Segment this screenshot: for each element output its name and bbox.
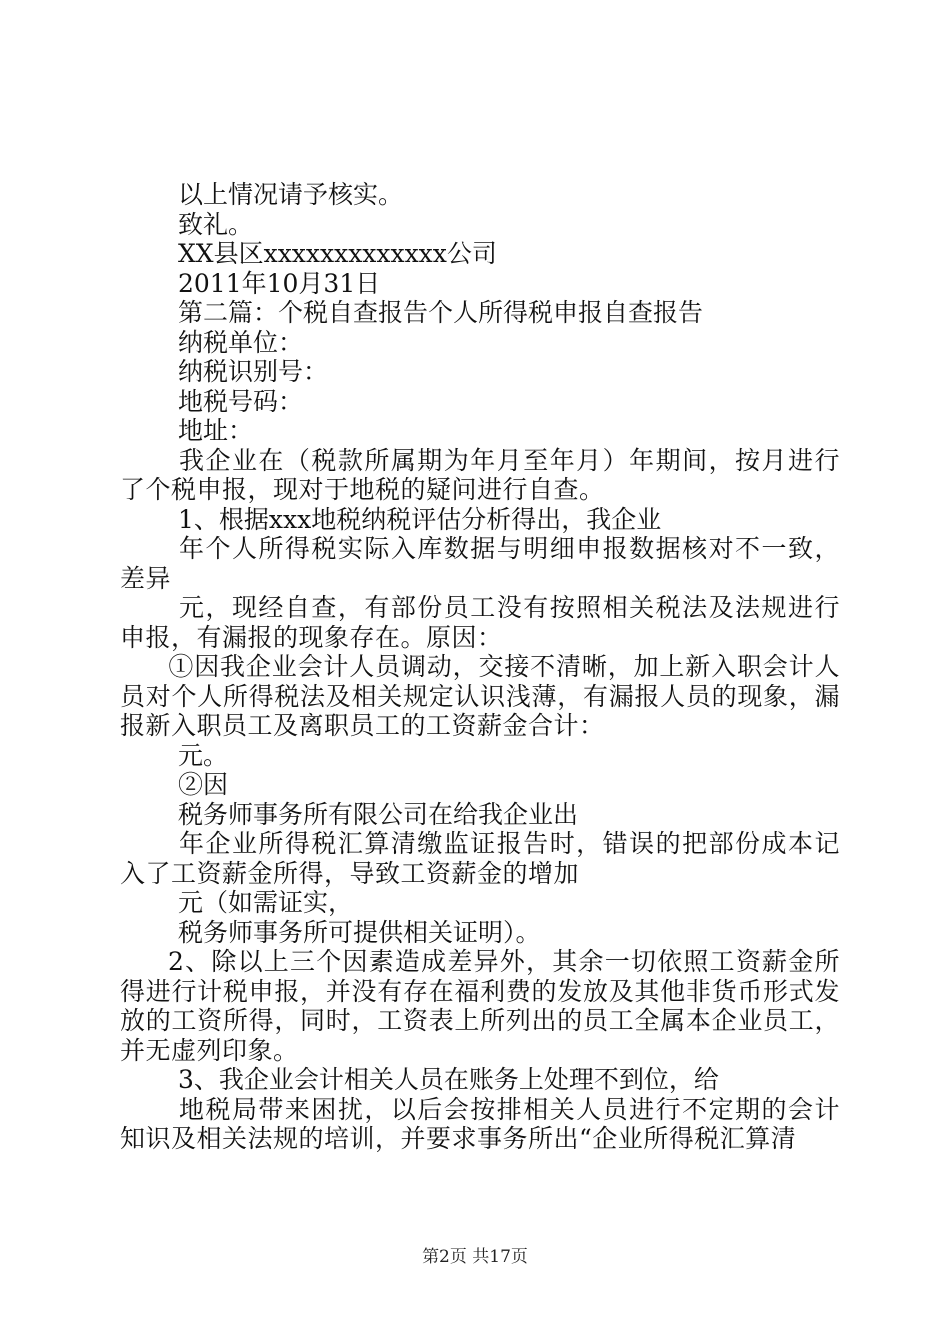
paragraph — [120, 534, 840, 593]
paragraph-text: 2、除以上三个因素造成差异外，其余一切依照工资薪金所得进行计税申报，并没有存在福利费的发放及其他非货币形式发放的工资所得，同时，工资表上所列出的员工全属本企业员工，并无虚列印象。 — [120, 947, 840, 1065]
paragraph-text: ①因我企业会计人员调动，交接不清晰，加上新入职会计人员对个人所得税法及相关规定认识浅薄，有漏报人员的现象，漏报新入职员工及离职员工的工资薪金合计： — [120, 652, 840, 740]
paragraph: 1、根据xxx地税纳税评估分析得出，我企业 — [178, 504, 662, 534]
page-number-footer: 第2页 共17页 — [422, 1247, 528, 1267]
date-line: 2011年10月31日 — [178, 268, 381, 298]
field-tax-id: 纳税识别号： — [178, 357, 329, 386]
paragraph-text: 年企业所得税汇算清缴监证报告时，错误的把部份成本记入了工资薪金所得，导致工资薪金的增加 — [120, 829, 840, 888]
paragraph-text: 我企业在（税款所属期为年月至年月）年期间，按月进行了个税申报，现对于地税的疑问进行自查。 — [120, 445, 840, 504]
company-name: XX县区xxxxxxxxxxxxx公司 — [178, 239, 497, 268]
paragraph — [120, 446, 840, 505]
paragraph: ②因 — [178, 770, 229, 799]
paragraph: 元（如需证实， — [178, 888, 354, 917]
paragraph-text: 地税局带来困扰，以后会按排相关人员进行不定期的会计知识及相关法规的培训，并要求事务所出“企业所得税汇算清 — [120, 1094, 840, 1153]
field-taxpayer-unit: 纳税单位： — [178, 327, 304, 357]
paragraph — [120, 593, 840, 652]
section-title: 第二篇：个税自查报告个人所得税申报自查报告 — [178, 298, 704, 327]
paragraph-text: 元，现经自查，有部份员工没有按照相关税法及法规进行申报，有漏报的现象存在。原因： — [120, 593, 840, 652]
field-address: 地址： — [178, 416, 254, 445]
paragraph: 税务师事务所有限公司在给我企业出 — [178, 799, 579, 829]
paragraph: 3、我企业会计相关人员在账务上处理不到位，给 — [178, 1065, 719, 1094]
paragraph-text: 年个人所得税实际入库数据与明细申报数据核对不一致，差异 — [120, 534, 840, 593]
paragraph: 元。 — [178, 740, 229, 770]
document-body — [120, 180, 840, 1154]
paragraph — [120, 829, 840, 888]
closing-line: 以上情况请予核实。 — [178, 180, 404, 209]
paragraph — [120, 947, 840, 1065]
paragraph — [120, 1095, 840, 1154]
field-local-tax-number: 地税号码： — [178, 386, 304, 416]
paragraph — [120, 652, 840, 741]
paragraph: 税务师事务所可提供相关证明）。 — [178, 917, 541, 947]
salutation-line: 致礼。 — [178, 209, 254, 239]
